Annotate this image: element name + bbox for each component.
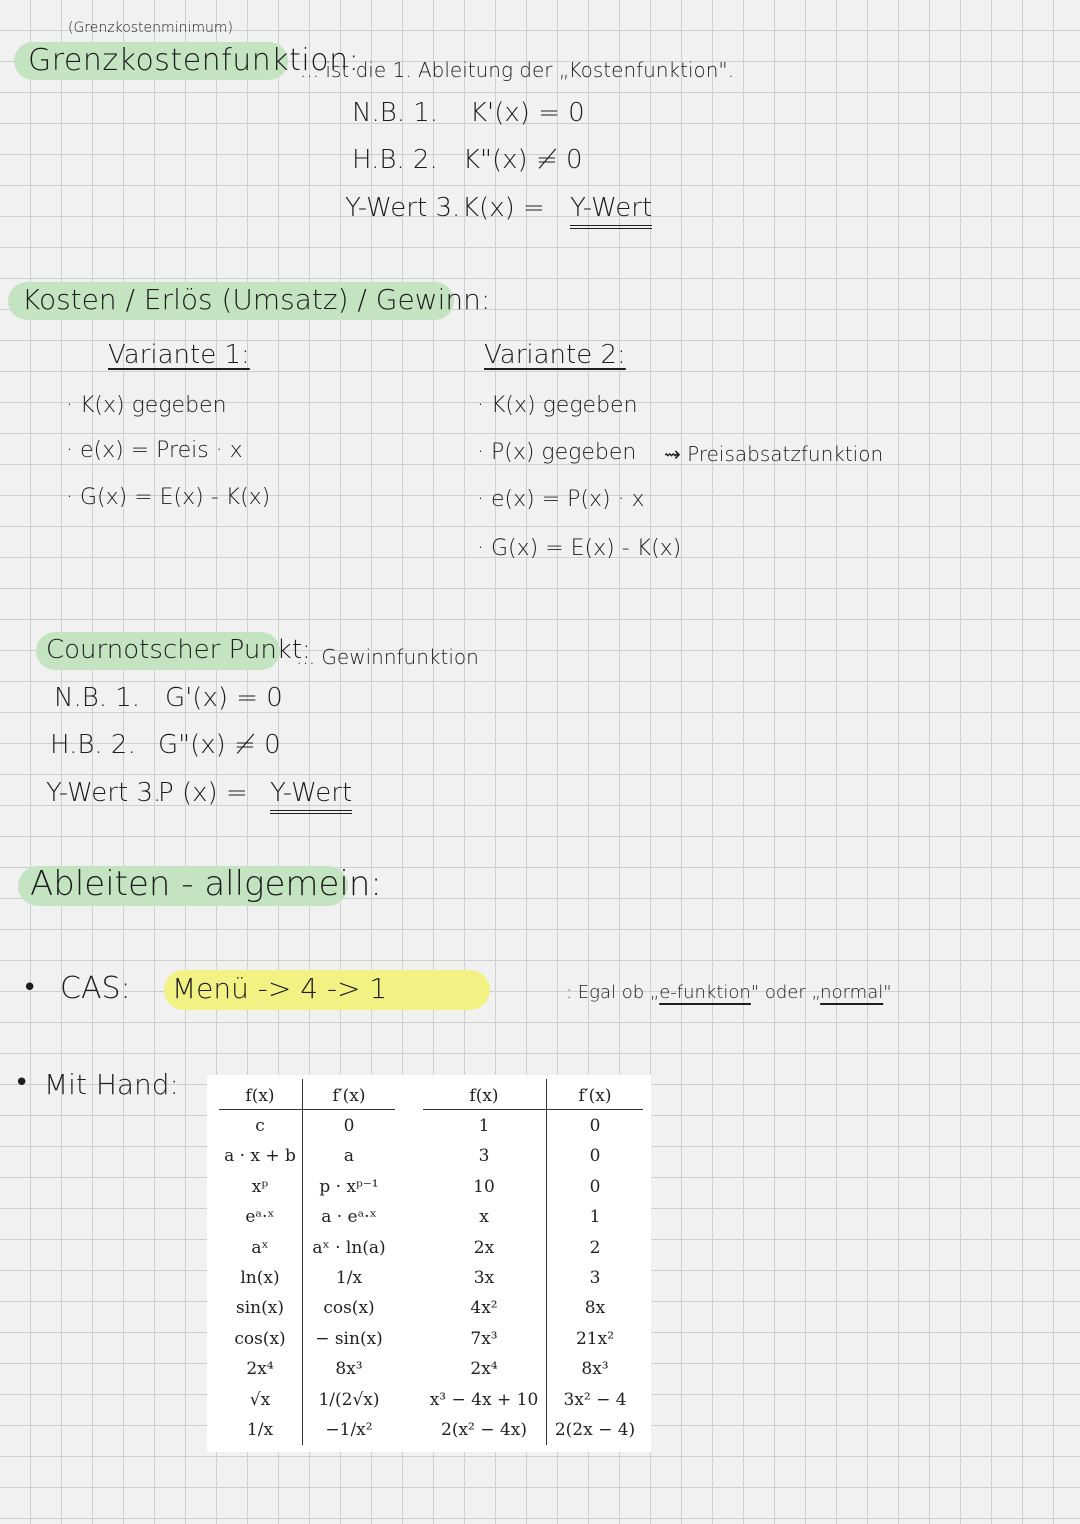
table-cell: 8x³ (581, 1359, 609, 1380)
table-cell: 1 (478, 1116, 490, 1136)
grenzkosten-description: ... ist die 1. Ableitung der „Kostenfunktion". (300, 58, 734, 82)
table-cell: 1/x (246, 1419, 274, 1440)
cournot-step-result-ywert: Y-Wert (270, 778, 352, 814)
variant1-title: Variante 1: (108, 340, 250, 370)
cournot-step-label-nb: N.B. 1. (54, 683, 141, 713)
table-cell: 3 (589, 1267, 601, 1288)
table-cell: 4x² (470, 1298, 498, 1319)
table-cell: √x (249, 1389, 271, 1410)
cournot-step-label-ywert: Y-Wert 3. (46, 778, 162, 808)
table-cell: 7x³ (470, 1328, 498, 1349)
table-cell: 2(x² − 4x) (441, 1419, 527, 1440)
cournot-step-expr-nb: G'(x) = 0 (165, 683, 283, 713)
cournot-description: ... Gewinnfunktion (296, 645, 479, 669)
cas-note-normal: normal (820, 982, 884, 1003)
cournot-step-label-hb: H.B. 2. (50, 730, 136, 760)
table-cell: 0 (589, 1176, 601, 1197)
table-cell: p · xᵖ⁻¹ (319, 1176, 379, 1197)
table-cell: 2(2x − 4) (554, 1419, 636, 1440)
cas-note (566, 982, 892, 1003)
table-cell: 1/(2√x) (318, 1389, 380, 1410)
cas-note-efunktion: e-funktion (659, 982, 751, 1003)
step-expr-hb: K"(x) ≠ 0 (463, 145, 583, 175)
step-label-nb: N.B. 1. (352, 98, 439, 128)
variant2-item: · P(x) gegeben (477, 440, 637, 465)
derivative-table (207, 1075, 651, 1452)
cas-path: Menü -> 4 -> 1 (172, 972, 388, 1005)
table-cell: a · x + b (224, 1146, 296, 1167)
table-cell: eᵃ·ˣ (245, 1207, 275, 1228)
header-fprime: f′(x) (578, 1086, 612, 1106)
right-fprime-column (547, 1081, 643, 1445)
table-cell: 1/x (335, 1267, 363, 1288)
heading-ableiten-allgemein: Ableiten - allgemein: (30, 864, 382, 904)
table-cell: 3x (473, 1267, 495, 1288)
header-fprime: f′(x) (332, 1086, 366, 1106)
table-cell: x (479, 1207, 489, 1228)
table-cell: 2x (473, 1237, 495, 1258)
heading-cournotscher-punkt: Cournotscher Punkt: (46, 635, 311, 665)
step-expr-ywert: K(x) = (462, 193, 545, 223)
table-cell: cos(x) (234, 1328, 286, 1349)
table-cell: 0 (343, 1116, 355, 1136)
bullet-dot: • (14, 1068, 30, 1098)
table-cell: 10 (473, 1176, 495, 1197)
table-cell: 21x² (575, 1328, 615, 1349)
table-cell: −1/x² (325, 1419, 373, 1440)
heading-grenzkostenfunktion: Grenzkostenfunktion: (28, 43, 360, 78)
step-label-hb: H.B. 2. (352, 145, 438, 175)
header-fx: f(x) (469, 1086, 499, 1106)
cas-label: CAS: (60, 971, 131, 1006)
left-fx-column (219, 1081, 301, 1445)
table-cell: a · eᵃ·ˣ (321, 1207, 377, 1228)
step-label-ywert: Y-Wert 3. (345, 193, 461, 223)
table-cell: − sin(x) (315, 1328, 383, 1349)
variant2-item: · G(x) = E(x) - K(x) (477, 536, 682, 561)
table-cell: aˣ · ln(a) (312, 1237, 386, 1258)
table-cell: 0 (589, 1116, 601, 1136)
step-expr-nb: K'(x) = 0 (470, 98, 585, 128)
heading-kosten-erloes-gewinn: Kosten / Erlös (Umsatz) / Gewinn: (22, 283, 491, 316)
variant1-item: · e(x) = Preis · x (66, 438, 243, 463)
table-cell: 2 (589, 1237, 601, 1258)
variant1-item: · G(x) = E(x) - K(x) (66, 485, 271, 510)
left-fprime-column (303, 1081, 395, 1445)
table-cell: 8x (584, 1298, 606, 1319)
table-cell: 2x⁴ (470, 1359, 498, 1380)
variant2-title: Variante 2: (484, 340, 626, 370)
cas-note-mid: " oder „ (750, 982, 821, 1003)
step-result-ywert: Y-Wert (570, 193, 652, 229)
cas-note-suffix: " (883, 982, 892, 1003)
cournot-step-expr-ywert: P (x) = (158, 778, 248, 808)
table-cell: a (343, 1146, 355, 1167)
table-cell: 3 (478, 1146, 490, 1167)
cas-note-prefix: : Egal ob „ (566, 982, 660, 1003)
right-fx-column (423, 1081, 545, 1445)
header-fx: f(x) (245, 1086, 275, 1106)
table-cell: 8x³ (335, 1359, 363, 1380)
table-cell: 2x⁴ (246, 1359, 274, 1380)
table-cell: xᵖ (251, 1176, 269, 1197)
table-cell: 0 (589, 1146, 601, 1167)
variant2-note-preisabsatz: ⇝ Preisabsatzfunktion (664, 442, 884, 466)
table-cell: x³ − 4x + 10 (429, 1389, 539, 1410)
variant1-item: · K(x) gegeben (66, 393, 227, 418)
table-cell: c (255, 1116, 265, 1136)
bullet-dot: • (22, 973, 38, 1003)
table-cell: 3x² − 4 (563, 1389, 627, 1410)
table-cell: sin(x) (236, 1298, 284, 1319)
variant2-item: · K(x) gegeben (477, 393, 638, 418)
table-cell: aˣ (251, 1237, 269, 1258)
note-grenzkostenminimum: (Grenzkostenminimum) (68, 20, 233, 36)
table-cell: ln(x) (240, 1267, 280, 1288)
table-cell: cos(x) (323, 1298, 375, 1319)
hand-label: Mit Hand: (44, 1068, 179, 1101)
table-cell: 1 (589, 1207, 601, 1228)
variant2-item: · e(x) = P(x) · x (477, 487, 645, 512)
cournot-step-expr-hb: G"(x) ≠ 0 (158, 730, 281, 760)
